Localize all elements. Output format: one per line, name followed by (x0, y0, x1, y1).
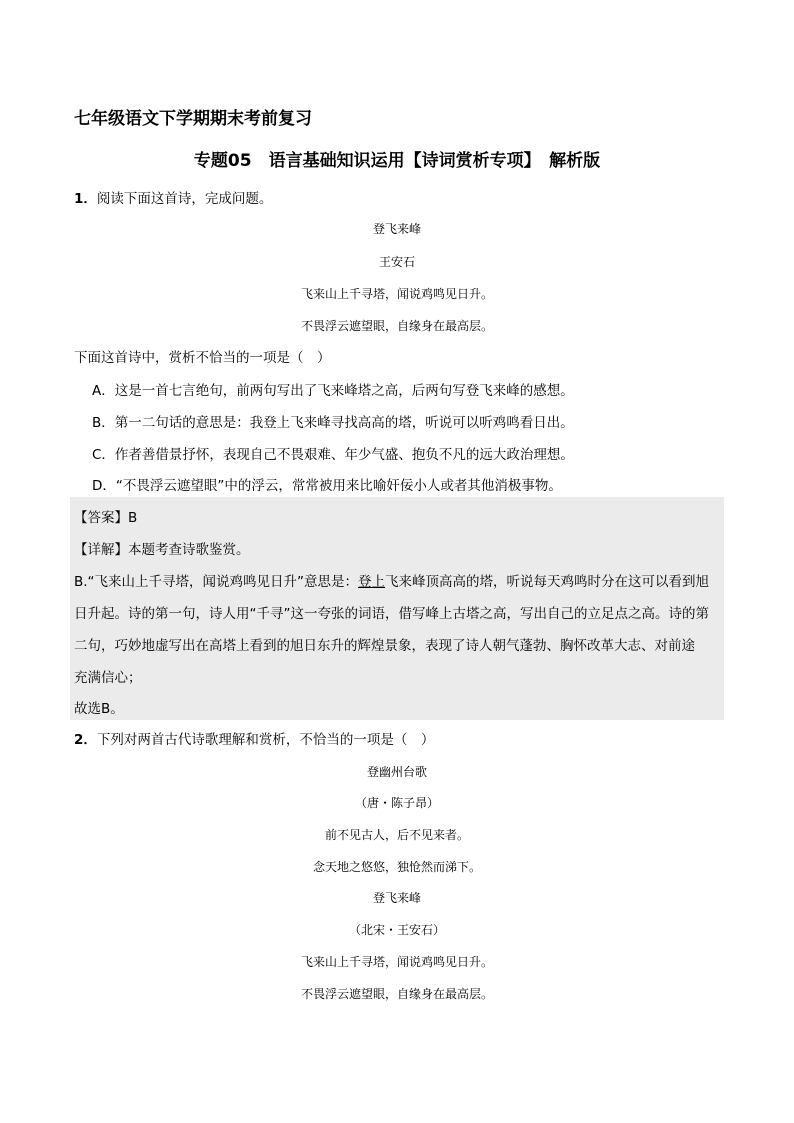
analysis-underlined-text: 登上 (358, 574, 386, 590)
question-number: 1． (74, 191, 97, 207)
poem-author: （北宋・王安石） (348, 923, 445, 937)
poem-line: 不畏浮云遮望眼，自缘身在最高层。 (300, 319, 493, 333)
analysis-line: 二句，巧妙地虚写出在高塔上看到的旭日东升的辉煌景象，表现了诗人朝气蓬勃、胸怀改革大志、对前途 (74, 638, 695, 654)
question-1-stem: 下面这首诗中，赏析不恰当的一项是（ ） (74, 350, 331, 366)
poem-author: 王安石 (378, 255, 415, 269)
poem-line: 飞来山上千寻塔，闻说鸡鸣见日升。 (300, 287, 493, 301)
poem-line: 不畏浮云遮望眼，自缘身在最高层。 (300, 987, 493, 1001)
analysis-line: 充满信心； (74, 670, 142, 686)
header-title: 七年级语文下学期期末考前复习 (74, 109, 312, 129)
document-title: 专题05 语言基础知识运用【诗词赏析专项】 解析版 (193, 151, 601, 171)
analysis-line: 日升起。诗的第一句，诗人用“千寻”这一夸张的词语，借写峰上古塔之高，写出自己的立足点之高。诗的第 (74, 606, 709, 622)
poem-line: 前不见古人，后不见来者。 (324, 828, 469, 842)
poem-line: 飞来山上千寻塔，闻说鸡鸣见日升。 (300, 955, 493, 969)
answer-conclusion: 故选B。 (74, 701, 124, 717)
question-text: 下列对两首古代诗歌理解和赏析，不恰当的一项是（ ） (96, 732, 435, 748)
detail-label: 【详解】本题考查诗歌鉴赏。 (74, 542, 250, 558)
option-a: A．这是一首七言绝句，前两句写出了飞来峰塔之高，后两句写登飞来峰的感想。 (92, 383, 574, 399)
answer-label: 【答案】B (74, 510, 138, 526)
analysis-text: 飞来峰顶高高的塔，听说每天鸡鸣时分在这可以看到旭 (385, 574, 710, 590)
analysis-line (74, 570, 709, 590)
option-c: C．作者善借景抒怀，表现自己不畏艰难、年少气盛、抱负不凡的远大政治理想。 (92, 447, 574, 463)
poem-title: 登飞来峰 (372, 891, 421, 905)
poem-title: 登飞来峰 (372, 222, 421, 236)
question-text: 阅读下面这首诗，完成问题。 (96, 191, 273, 207)
question-number: 2． (74, 732, 97, 748)
question-2-prompt (74, 728, 434, 748)
analysis-text: B.“飞来山上千寻塔，闻说鸡鸣见日升”意思是： (74, 574, 359, 590)
option-d: D．“不畏浮云遮望眼”中的浮云，常常被用来比喻奸佞小人或者其他消极事物。 (92, 478, 562, 494)
poem-author: （唐・陈子昂） (354, 796, 439, 810)
poem-title: 登幽州台歌 (366, 765, 427, 779)
option-b: B．第一二句话的意思是：我登上飞来峰寻找高高的塔，听说可以听鸡鸣看日出。 (92, 415, 574, 431)
poem-line: 念天地之悠悠，独怆然而涕下。 (312, 860, 481, 874)
question-1-prompt (74, 187, 272, 207)
